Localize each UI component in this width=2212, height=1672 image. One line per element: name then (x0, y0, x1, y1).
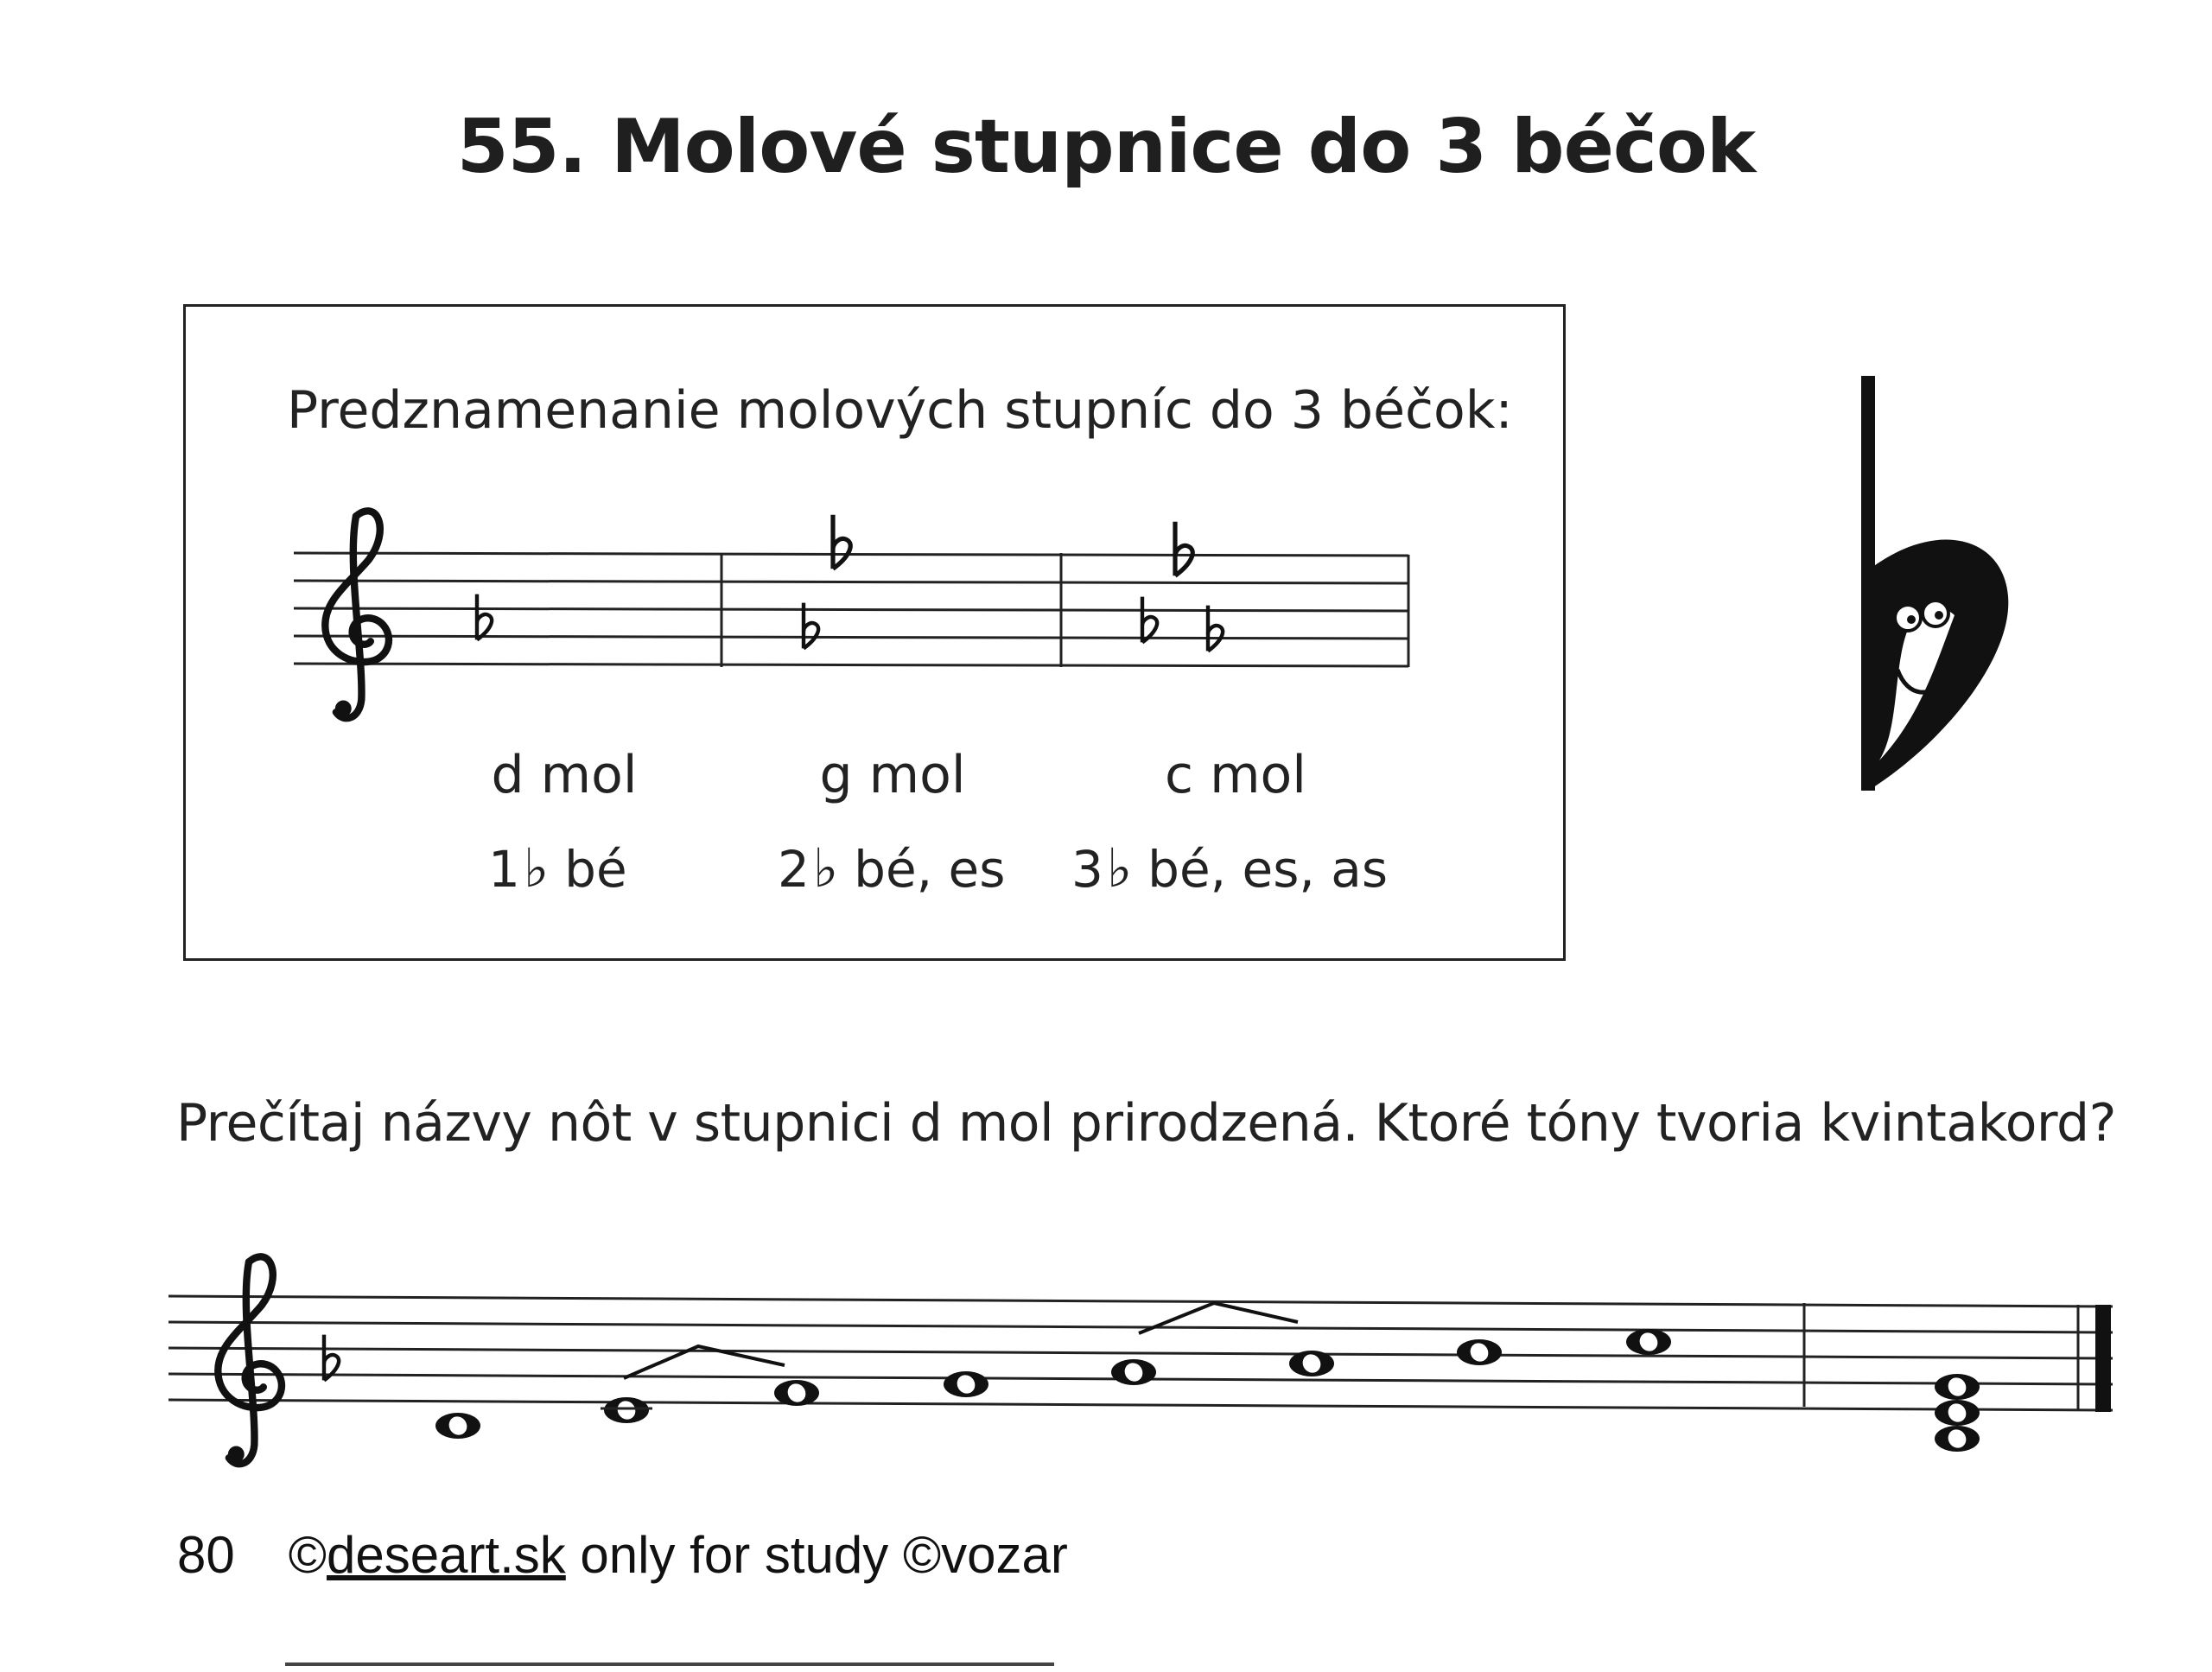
treble-clef-icon (325, 511, 389, 718)
note (944, 1371, 988, 1397)
smiling-flat-mascot-icon (1868, 376, 2008, 791)
note (774, 1380, 819, 1406)
flat-count: 3 (1071, 840, 1103, 899)
flat-icon (1142, 597, 1157, 643)
note (1457, 1339, 1502, 1365)
flat-count: 1 (488, 840, 520, 899)
note (435, 1413, 480, 1439)
key-signature-staff (294, 511, 1408, 718)
footer-note: only for study ©vozar (565, 1526, 1068, 1584)
flat-icon: ♭ (812, 836, 839, 900)
flat-icon (477, 594, 492, 640)
key-name-g-mol: g mol (819, 745, 966, 805)
flat-icon: ♭ (523, 836, 550, 900)
deseart-link[interactable]: deseart.sk (326, 1526, 566, 1584)
scale-staff (168, 1256, 2113, 1464)
flat-notes: bé, es, as (1147, 840, 1389, 899)
flat-icon (1208, 606, 1223, 652)
flat-icon: ♭ (1106, 836, 1133, 900)
box-heading: Predznamenanie molových stupníc do 3 béčok: (287, 380, 1513, 441)
note (604, 1397, 649, 1423)
note (1289, 1351, 1334, 1376)
key-name-c-mol: c mol (1165, 745, 1306, 805)
key-name-d-mol: d mol (491, 745, 638, 805)
exercise-instruction: Prečítaj názvy nôt v stupnici d mol prirodzená. Ktoré tóny tvoria kvintakord? (176, 1093, 2116, 1154)
flat-icon (833, 515, 850, 569)
chord (1935, 1374, 1980, 1452)
page-title: 55. Molové stupnice do 3 béčok (456, 104, 1756, 190)
copyright-symbol: © (288, 1526, 327, 1584)
flat-count: 2 (778, 840, 810, 899)
page-number: 80 (177, 1526, 235, 1584)
treble-clef-icon (218, 1256, 282, 1464)
note (1626, 1329, 1671, 1355)
flat-notes: bé, es (854, 840, 1006, 899)
flat-icon (1175, 522, 1192, 575)
note (1111, 1359, 1156, 1385)
flat-notes: bé (564, 840, 627, 899)
